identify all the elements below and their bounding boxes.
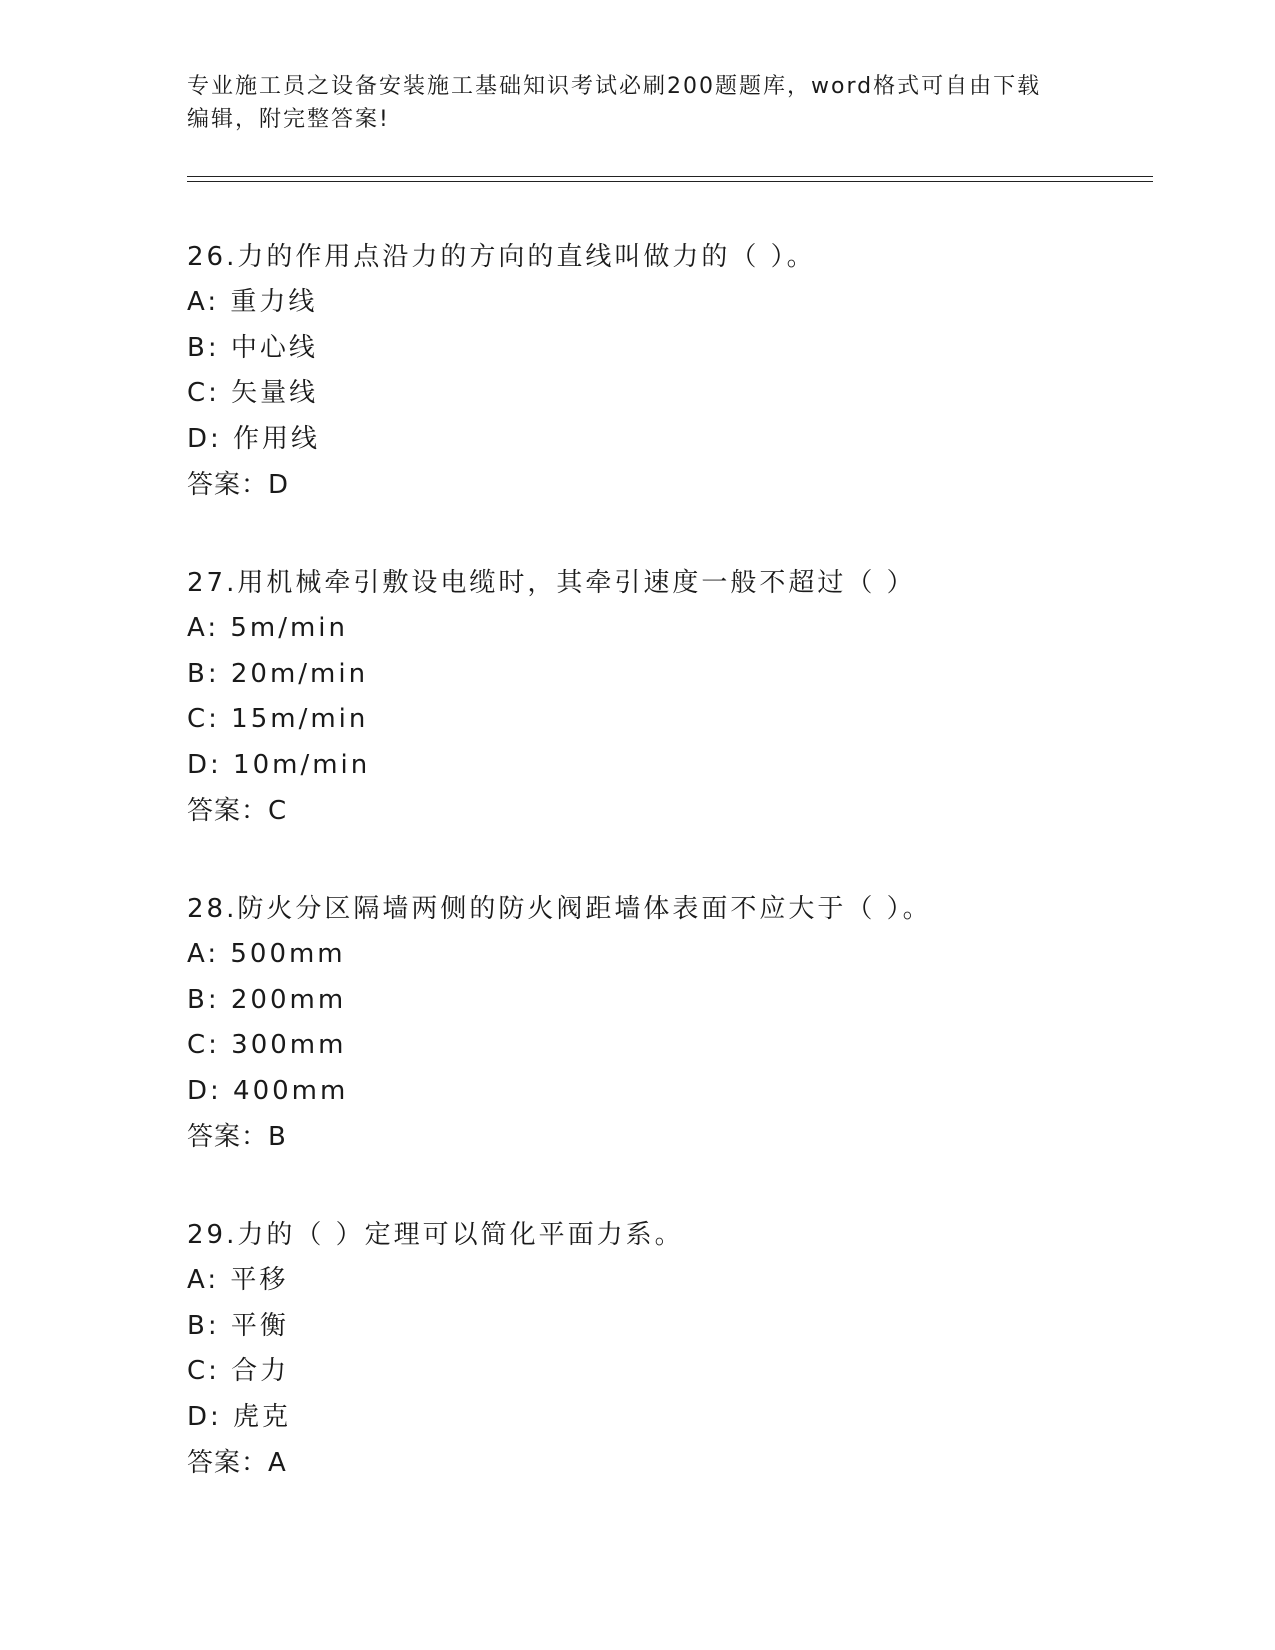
question-stem: 28.防火分区隔墙两侧的防火阀距墙体表面不应大于（ ）。 [187, 894, 932, 924]
question-27 [187, 560, 1147, 834]
option-b: B: 平衡 [187, 1310, 289, 1341]
question-list [187, 234, 1147, 1538]
question-28 [187, 886, 1147, 1160]
option-c: C: 300mm [187, 1030, 347, 1060]
option-b: B: 20m/min [187, 658, 369, 689]
option-a: A: 重力线 [187, 287, 318, 317]
answer-label: 答案：A [187, 1448, 287, 1478]
header-line-2: 编辑，附完整答案! [187, 107, 390, 132]
option-b: B: 200mm [187, 984, 347, 1015]
answer-label: 答案：B [187, 1122, 287, 1152]
option-d: D: 虎克 [187, 1401, 292, 1432]
option-a: A: 5m/min [187, 613, 349, 643]
question-26 [187, 234, 1147, 508]
option-c: C: 矢量线 [187, 378, 319, 408]
answer-label: 答案：D [187, 470, 290, 500]
header-double-rule [187, 176, 1153, 182]
option-b: B: 中心线 [187, 332, 318, 363]
option-d: D: 400mm [187, 1075, 349, 1106]
option-a: A: 500mm [187, 939, 346, 969]
answer-label: 答案：C [187, 796, 288, 826]
question-stem: 29.力的（ ）定理可以简化平面力系。 [187, 1220, 684, 1250]
option-a: A: 平移 [187, 1265, 289, 1295]
question-stem: 27.用机械牵引敷设电缆时，其牵引速度一般不超过（ ） [187, 568, 916, 598]
question-29 [187, 1212, 1147, 1486]
question-stem: 26.力的作用点沿力的方向的直线叫做力的（ ）。 [187, 242, 816, 272]
option-c: C: 15m/min [187, 704, 369, 734]
option-c: C: 合力 [187, 1356, 290, 1386]
header-line-1: 专业施工员之设备安装施工基础知识考试必刷200题题库，word格式可自由下载 [187, 74, 1042, 99]
document-header [187, 70, 1087, 136]
option-d: D: 10m/min [187, 749, 371, 780]
option-d: D: 作用线 [187, 423, 321, 454]
